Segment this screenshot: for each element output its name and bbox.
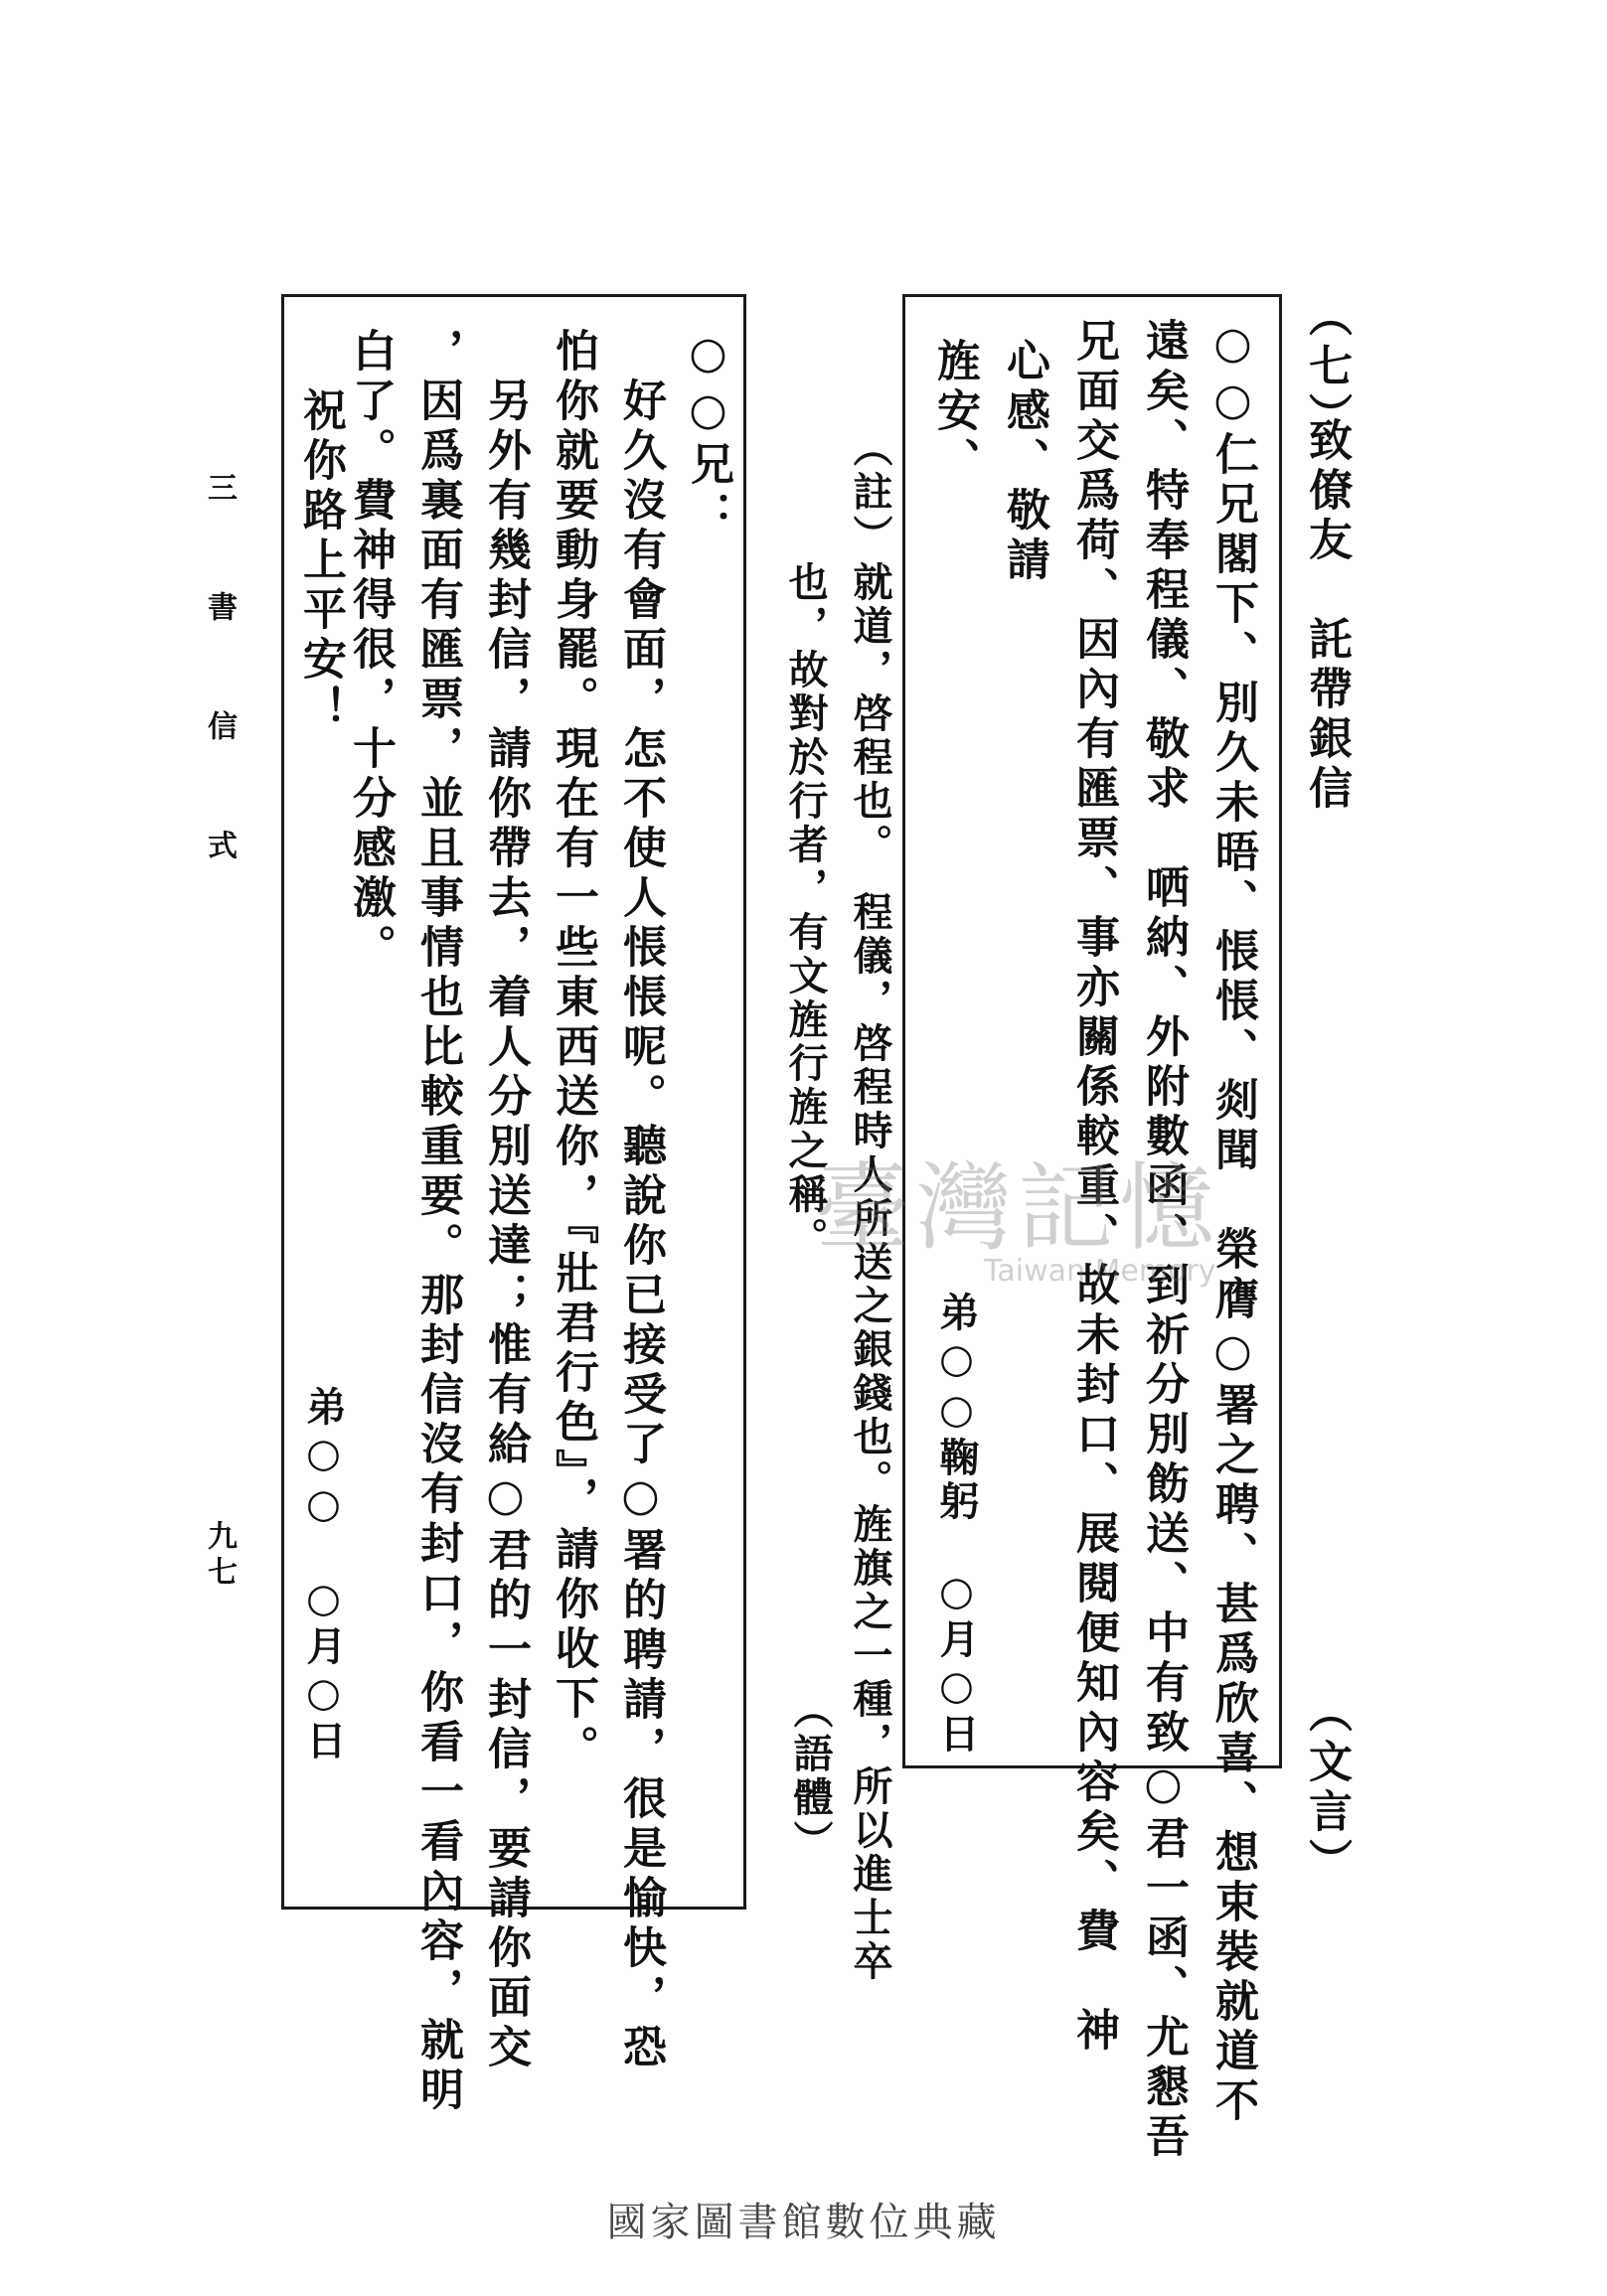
style-label-classical: （文言） [1301, 1689, 1352, 1888]
section-number: （七） [1301, 293, 1352, 442]
vernacular-line-3: 怕你就要動身罷。現在有一些東西送你，『壯君行色』，請你收下。 [548, 328, 598, 1774]
section-title: 致僚友 託帶銀信 [1301, 417, 1352, 815]
classical-line-3: 兄面交爲荷、因內有匯票、事亦關係較重、故未封口、展閱便知內容矣、費 神 [1068, 318, 1119, 2057]
watermark-english: Taiwan Memory [984, 1254, 1216, 1289]
classical-line-1: ○○仁兄閣下、別久未晤、悵悵、剡聞 榮膺○署之聘、甚爲欣喜、想束裝就道不 [1207, 318, 1258, 2127]
style-label-vernacular: （語體） [787, 1689, 834, 1864]
vernacular-line-6: 白了。費神得很，十分感激。 [345, 328, 396, 974]
running-head-title: 三 書 信 式 [202, 472, 237, 889]
classical-signature: 弟○○鞠躬 ○月○日 [933, 1292, 980, 1757]
classical-line-2: 遠矣、特奉程儀、敬求 哂納、外附數函、到祈分別飭送、中有致○君一函、尤懇吾 [1138, 318, 1189, 2163]
vernacular-line-5: ，因爲裏面有匯票，並且事情也比較重要。那封信沒有封口，你看一看內容，就明 [412, 328, 463, 2116]
notes-line-1: 就道，啓程也。 程儀，啓程時人所送之銀錢也。旌旗之一種，所以進士卒 [847, 561, 893, 1984]
archive-footer: 國家圖書館數位典藏 [606, 2200, 1001, 2245]
classical-line-5: 旌安、 [929, 338, 980, 487]
classical-line-4: 心感、敬請 [999, 338, 1049, 586]
vernacular-line-2: 好久沒有會面，怎不使人悵悵呢。聽說你已接受了○署的聘請，很是愉快，恐 [615, 328, 666, 2073]
vernacular-line-4: 另外有幾封信，請你帶去，着人分別送達；惟有給○君的一封信，要請你面交 [480, 328, 531, 2073]
vernacular-line-7: 祝你路上平安！ [295, 387, 346, 735]
page-number: 九七 [202, 1520, 237, 1592]
watermark-logo: 臺灣記憶 [815, 1152, 1220, 1264]
vernacular-line-1: ○○兄： [683, 328, 733, 540]
vernacular-signature: 弟○○ ○月○日 [300, 1386, 347, 1763]
notes-label: （註） [847, 427, 893, 558]
notes-line-2: 也，故對於行者，有文旌行旌之稱。 [782, 561, 829, 1261]
